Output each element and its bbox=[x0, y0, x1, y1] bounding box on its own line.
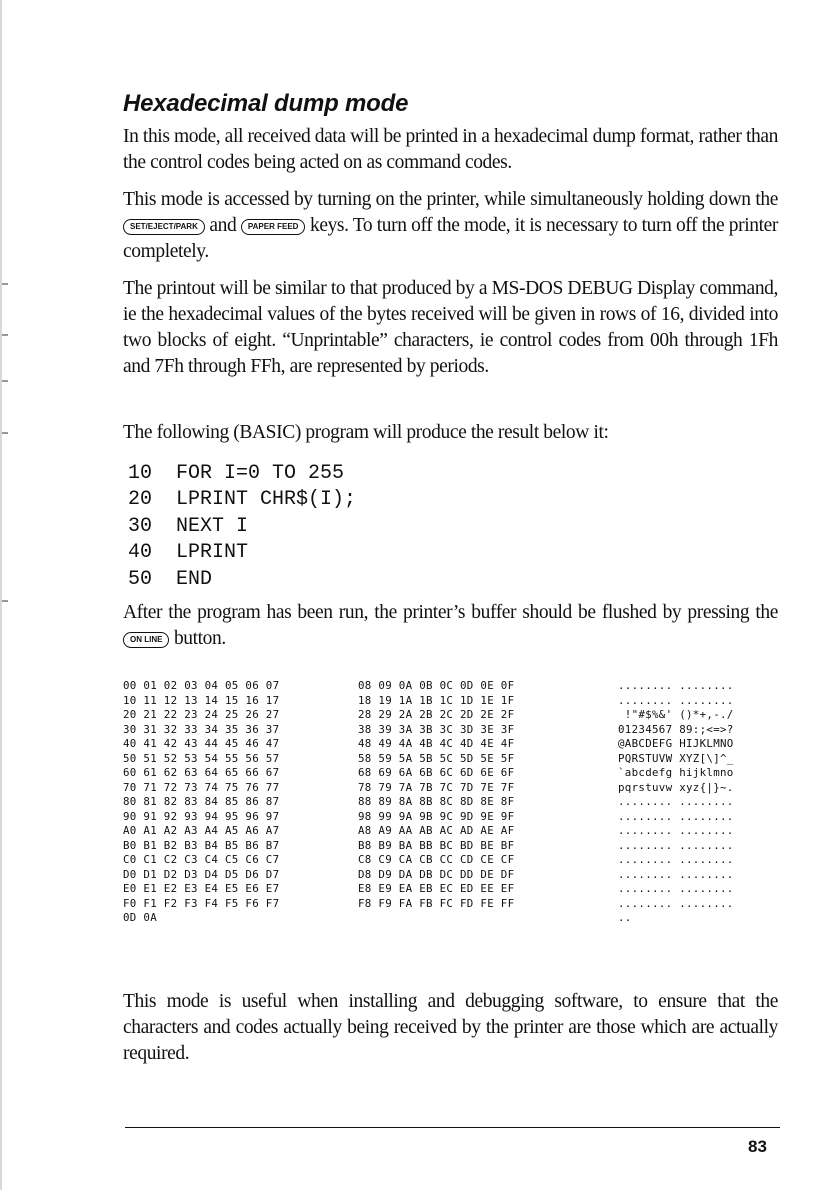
ascii-column: ........ ........ bbox=[618, 867, 734, 881]
hex-block-right: D8 D9 DA DB DC DD DE DF bbox=[358, 867, 515, 881]
set-eject-park-key-icon: SET/EJECT/PARK bbox=[123, 219, 205, 235]
ascii-column: ........ ........ bbox=[618, 824, 734, 837]
hex-block-left: 00 01 02 03 04 05 06 07 bbox=[123, 679, 280, 692]
hex-block-left: F0 F1 F2 F3 F4 F5 F6 F7 bbox=[123, 896, 280, 910]
program-line: 20 LPRINT CHR$(I); bbox=[128, 488, 357, 512]
paragraph-flush-end: button. bbox=[173, 628, 226, 649]
hex-block-right: 08 09 0A 0B 0C 0D 0E 0F bbox=[358, 679, 515, 692]
ascii-column: PQRSTUVW XYZ[\]^_ bbox=[618, 751, 734, 765]
ascii-column: !"#$%&' ()*+,-./ bbox=[618, 708, 734, 721]
ascii-column: 01234567 89:;<=>? bbox=[618, 722, 734, 736]
hex-block-right: 48 49 4A 4B 4C 4D 4E 4F bbox=[358, 737, 515, 750]
page-number: 83 bbox=[748, 1137, 767, 1156]
hex-block-right: E8 E9 EA EB EC ED EE EF bbox=[358, 882, 515, 895]
ascii-column: pqrstuvw xyz{|}~. bbox=[618, 780, 734, 794]
footer-rule bbox=[125, 1127, 780, 1128]
hex-block-left: 40 41 42 43 44 45 46 47 bbox=[123, 737, 280, 750]
ascii-column: .. bbox=[618, 911, 632, 924]
hex-block-left: E0 E1 E2 E3 E4 E5 E6 E7 bbox=[123, 882, 280, 895]
hex-block-left: D0 D1 D2 D3 D4 D5 D6 D7 bbox=[123, 867, 280, 881]
paragraph-access-start: This mode is accessed by turning on the printer, while simultaneously holding down the bbox=[123, 189, 778, 210]
paragraph-usefulness: This mode is useful when installing and debugging software, to ensure that the characters and codes actually being received by the printer are those which are actually required. bbox=[123, 991, 778, 1064]
hex-block-left: 30 31 32 33 34 35 36 37 bbox=[123, 722, 280, 736]
ascii-column: ........ ........ bbox=[618, 896, 734, 910]
hex-block-right: 58 59 5A 5B 5C 5D 5E 5F bbox=[358, 751, 515, 765]
program-line: 30 NEXT I bbox=[128, 514, 249, 538]
paragraph-printout: The printout will be similar to that produced by a MS-DOS DEBUG Display command, ie the hexadecimal values of the bytes received will be given in rows of 16, divided into two blocks of eight. “Unprintable” characters, ie control codes from 00h through 1Fh and 7Fh through FFh, are represented by periods. bbox=[123, 278, 778, 377]
paragraph-access bbox=[123, 187, 778, 265]
hex-block-right: F8 F9 FA FB FC FD FE FF bbox=[358, 896, 515, 910]
program-line: 10 FOR I=0 TO 255 bbox=[128, 462, 345, 485]
program-line: 40 LPRINT bbox=[128, 541, 249, 565]
hex-block-left: B0 B1 B2 B3 B4 B5 B6 B7 bbox=[123, 838, 280, 852]
hex-block-right: A8 A9 AA AB AC AD AE AF bbox=[358, 824, 515, 837]
hex-block-right: 38 39 3A 3B 3C 3D 3E 3F bbox=[358, 722, 515, 736]
hex-block-right: 28 29 2A 2B 2C 2D 2E 2F bbox=[358, 708, 515, 721]
ascii-column: ........ ........ bbox=[618, 838, 734, 852]
ascii-column: ........ ........ bbox=[618, 882, 734, 895]
ascii-column: `abcdefg hijklmno bbox=[618, 766, 734, 779]
margin-mark bbox=[2, 600, 8, 602]
hex-block-left: 10 11 12 13 14 15 16 17 bbox=[123, 693, 280, 707]
hex-block-left: A0 A1 A2 A3 A4 A5 A6 A7 bbox=[123, 824, 280, 837]
hex-block-left: 90 91 92 93 94 95 96 97 bbox=[123, 809, 280, 823]
hex-block-left: 50 51 52 53 54 55 56 57 bbox=[123, 751, 280, 765]
section-title: Hexadecimal dump mode bbox=[123, 90, 409, 117]
margin-mark bbox=[2, 432, 8, 434]
hex-block-right: 18 19 1A 1B 1C 1D 1E 1F bbox=[358, 693, 515, 707]
ascii-column: ........ ........ bbox=[618, 693, 734, 707]
ascii-column: @ABCDEFG HIJKLMNO bbox=[618, 737, 734, 750]
hex-block-right: 68 69 6A 6B 6C 6D 6E 6F bbox=[358, 766, 515, 779]
ascii-column: ........ ........ bbox=[618, 679, 734, 692]
page-binding-edge bbox=[0, 0, 2, 1190]
hex-block-right: 98 99 9A 9B 9C 9D 9E 9F bbox=[358, 809, 515, 823]
hex-block-left: C0 C1 C2 C3 C4 C5 C6 C7 bbox=[123, 853, 280, 866]
paragraph-access-end: keys. To turn off the mode, it is necessary to turn off the printer completely. bbox=[123, 215, 778, 262]
hex-block-right: 88 89 8A 8B 8C 8D 8E 8F bbox=[358, 795, 515, 808]
margin-mark bbox=[2, 334, 8, 336]
hex-block-right: C8 C9 CA CB CC CD CE CF bbox=[358, 853, 515, 866]
margin-mark bbox=[2, 283, 8, 285]
margin-mark bbox=[2, 380, 8, 382]
paragraph-flush bbox=[123, 600, 778, 652]
basic-program-listing bbox=[128, 461, 356, 593]
ascii-column: ........ ........ bbox=[618, 795, 734, 808]
paper-feed-key-icon: PAPER FEED bbox=[241, 219, 306, 235]
paragraph-flush-start: After the program has been run, the printer’s buffer should be flushed by pressing the bbox=[123, 602, 778, 623]
paragraph-program-intro: The following (BASIC) program will produce the result below it: bbox=[123, 422, 609, 443]
hex-block-right: 78 79 7A 7B 7C 7D 7E 7F bbox=[358, 780, 515, 794]
hex-block-left: 0D 0A bbox=[123, 911, 158, 924]
hex-block-right: B8 B9 BA BB BC BD BE BF bbox=[358, 838, 515, 852]
program-line: 50 END bbox=[128, 567, 213, 591]
ascii-column: ........ ........ bbox=[618, 853, 734, 866]
paragraph-intro: In this mode, all received data will be printed in a hexadecimal dump format, rather than the control codes being acted on as command codes. bbox=[123, 126, 778, 173]
hex-block-left: 70 71 72 73 74 75 76 77 bbox=[123, 780, 280, 794]
ascii-column: ........ ........ bbox=[618, 809, 734, 823]
on-line-key-icon: ON LINE bbox=[123, 632, 169, 648]
hex-block-left: 80 81 82 83 84 85 86 87 bbox=[123, 795, 280, 808]
hex-block-left: 60 61 62 63 64 65 66 67 bbox=[123, 766, 280, 779]
hex-block-left: 20 21 22 23 24 25 26 27 bbox=[123, 708, 280, 721]
paragraph-access-and: and bbox=[209, 215, 237, 236]
